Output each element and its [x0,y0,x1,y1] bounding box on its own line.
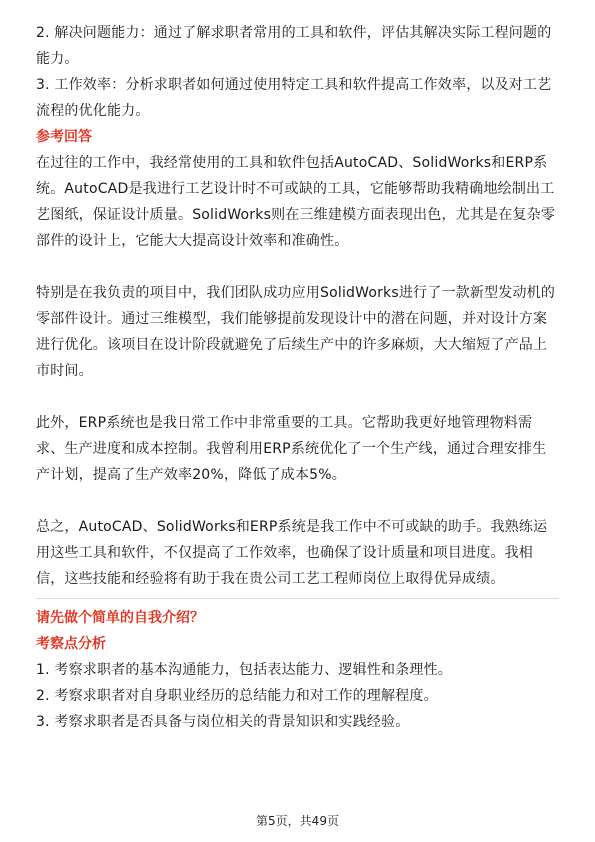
answer-paragraph: 总之，AutoCAD、SolidWorks和ERP系统是我工作中不可或缺的助手。我熟练运用这些工具和软件，不仅提高了工作效率，也确保了设计质量和项目进度。我相信，这些技能和经验将有助于我在贵公司工艺工程师岗位上取得优异成绩。 [36,519,548,587]
intro-point: 2. 解决问题能力：通过了解求职者常用的工具和软件，评估其解决实际工程问题的能力。 [36,25,552,67]
answer-heading: 参考回答 [36,129,92,145]
intro-point: 3. 工作效率：分析求职者如何通过使用特定工具和软件提高工作效率，以及对工艺流程的优化能力。 [36,77,552,119]
section-divider [36,598,559,599]
answer-paragraph: 此外，ERP系统也是我日常工作中非常重要的工具。它帮助我更好地管理物料需求、生产进度和成本控制。我曾利用ERP系统优化了一个生产线，通过合理安排生产计划，提高了生产效率20%，降低了成本5%。 [36,415,547,483]
answer-paragraph: 在过往的工作中，我经常使用的工具和软件包括AutoCAD、SolidWorks和ERP系统。AutoCAD是我进行工艺设计时不可或缺的工具，它能够帮助我精确地绘制出工艺图纸，保证设计质量。SolidWorks则在三维建模方面表现出色，尤其是在复杂零部件的设计上，它能大大提高设计效率和准确性。 [36,155,556,249]
question-heading: 请先做个简单的自我介绍？ [36,610,204,626]
answer-paragraph: 特别是在我负责的项目中，我们团队成功应用SolidWorks进行了一款新型发动机的零部件设计。通过三维模型，我们能够提前发现设计中的潜在问题，并对设计方案进行优化。该项目在设计阶段就避免了后续生产中的许多麻烦，大大缩短了产品上市时间。 [36,285,556,379]
analysis-point: 3. 考察求职者是否具备与岗位相关的背景知识和实践经验。 [36,714,410,730]
page-number: 第5页，共49页 [256,814,339,828]
analysis-point: 1. 考察求职者的基本沟通能力，包括表达能力、逻辑性和条理性。 [36,662,453,678]
analysis-point: 2. 考察求职者对自身职业经历的总结能力和对工作的理解程度。 [36,688,438,704]
page-content [36,20,559,735]
analysis-heading: 考察点分析 [36,636,106,652]
